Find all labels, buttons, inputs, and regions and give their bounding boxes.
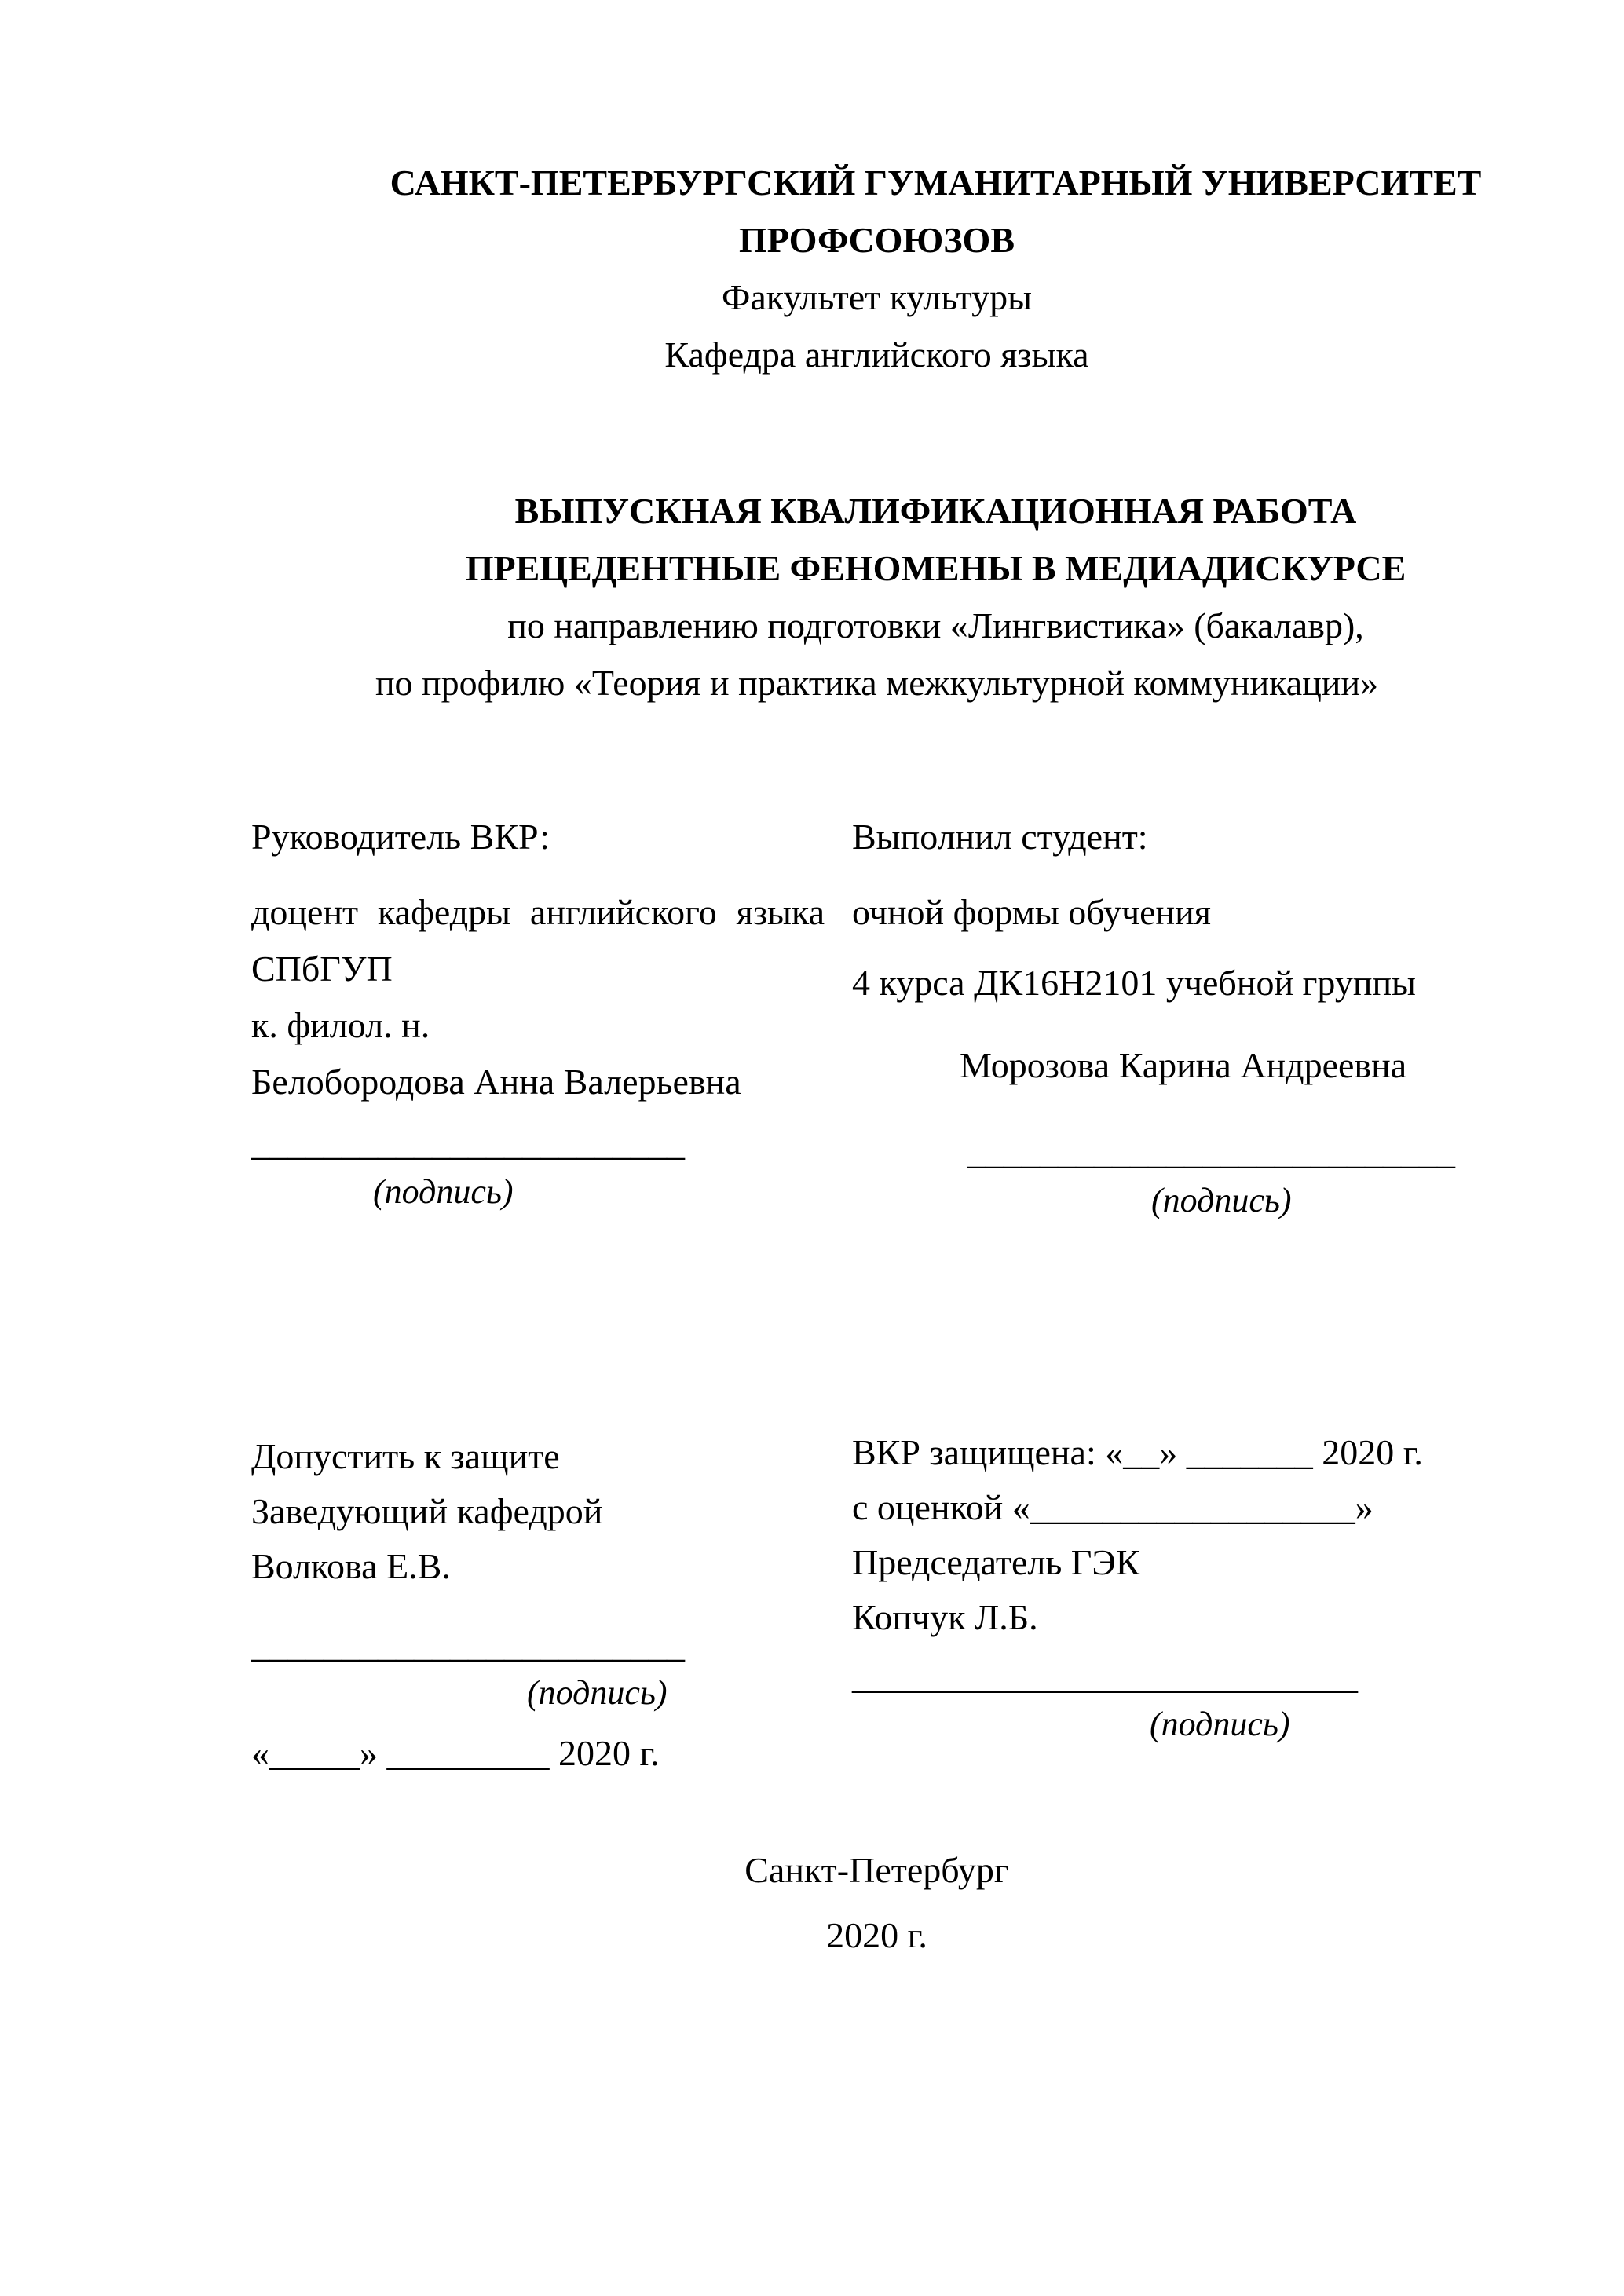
admission-signature-line: ________________________: [251, 1625, 685, 1665]
university-header: [251, 154, 1502, 383]
supervisor-signature-caption: (подпись): [373, 1172, 514, 1211]
defense-chairman-name: Копчук Л.Б.: [852, 1597, 1038, 1637]
direction-line: по направлению подготовки «Лингвистика» (бакалавр),: [507, 605, 1364, 645]
admission-line1: Допустить к защите: [251, 1436, 560, 1476]
student-study-form: очной формы обучения: [852, 892, 1211, 932]
defense-grade-line: с оценкой «__________________»: [852, 1487, 1373, 1527]
defense-signature-caption: (подпись): [1150, 1705, 1290, 1743]
student-signature-caption: (подпись): [1151, 1181, 1292, 1219]
admission-signature-caption: (подпись): [527, 1673, 668, 1712]
work-title-block: [251, 482, 1502, 711]
defense-signature-line: ____________________________: [852, 1656, 1358, 1696]
student-block: [852, 809, 1472, 1221]
student-heading: Выполнил студент:: [852, 817, 1148, 857]
supervisor-signature-line: ________________________: [251, 1123, 685, 1163]
footer-block: [251, 1841, 1502, 1964]
supervisor-degree: к. филол. н.: [251, 1005, 430, 1045]
footer-city: Санкт-Петербург: [744, 1850, 1009, 1890]
supervisor-position: доцент кафедры английского языка: [251, 892, 825, 932]
supervisor-heading: Руководитель ВКР:: [251, 817, 550, 857]
supervisor-name: Белобородова Анна Валерьевна: [251, 1062, 741, 1102]
department-line: Кафедра английского языка: [664, 335, 1089, 375]
admission-name: Волкова Е.В.: [251, 1546, 451, 1586]
work-title-line: ПРЕЦЕДЕНТНЫЕ ФЕНОМЕНЫ В МЕДИАДИСКУРСЕ: [465, 548, 1406, 588]
student-name: Морозова Карина Андреевна: [960, 1045, 1407, 1085]
admission-block: [251, 1429, 825, 1781]
student-signature-line: ___________________________: [967, 1132, 1455, 1172]
defense-defended-line: ВКР защищена: «__» _______ 2020 г.: [852, 1432, 1423, 1472]
university-name-line2: ПРОФСОЮЗОВ: [739, 220, 1015, 260]
defense-block: [852, 1425, 1472, 1745]
admission-line2: Заведующий кафедрой: [251, 1491, 603, 1531]
defense-chairman-title: Председатель ГЭК: [852, 1542, 1140, 1582]
supervisor-organization: СПбГУП: [251, 949, 393, 989]
faculty-line: Факультет культуры: [722, 277, 1032, 317]
admission-date-line: «_____» _________ 2020 г.: [251, 1733, 660, 1773]
work-type-line: ВЫПУСКНАЯ КВАЛИФИКАЦИОННАЯ РАБОТА: [514, 491, 1357, 531]
profile-line: по профилю «Теория и практика межкультурной коммуникации»: [375, 663, 1379, 703]
supervisor-block: [251, 809, 825, 1212]
footer-year: 2020 г.: [826, 1915, 927, 1955]
student-group: 4 курса ДК16Н2101 учебной группы: [852, 963, 1416, 1003]
university-name-line1: САНКТ-ПЕТЕРБУРГСКИЙ ГУМАНИТАРНЫЙ УНИВЕРСИТЕТ: [390, 163, 1482, 203]
